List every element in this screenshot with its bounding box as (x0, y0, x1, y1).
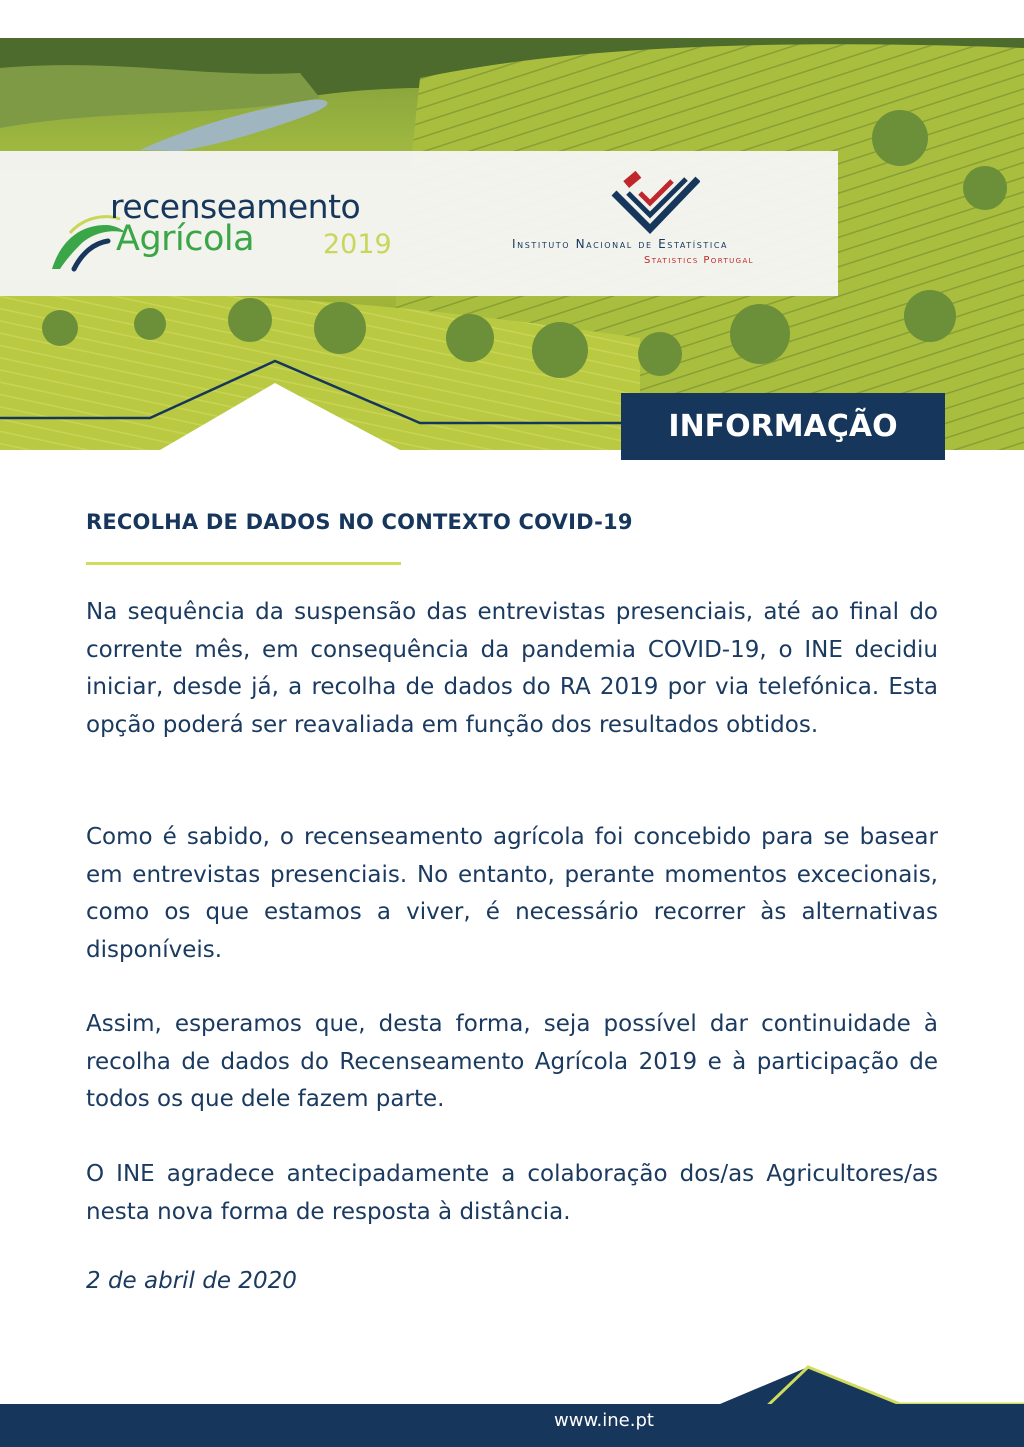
brand-line-2: Agrícola (116, 219, 255, 259)
publication-date: 2 de abril de 2020 (86, 1268, 297, 1294)
paragraph-3: Assim, esperamos que, desta forma, seja possível dar continuidade à recolha de dados do Recenseamento Agrícola 2019 e à participação de todos os que dele fazem parte. (86, 1011, 938, 1112)
paragraph-2: Como é sabido, o recenseamento agrícola foi concebido para se basear em entrevistas presenciais. No entanto, perante momentos excecionais, como os que estamos a viver, é necessário recorrer às alternativas disponíveis. (86, 824, 938, 963)
article-title: RECOLHA DE DADOS NO CONTEXTO COVID-19 (86, 510, 633, 534)
brand-year: 2019 (323, 229, 392, 260)
informacao-badge: INFORMAÇÃO (621, 393, 945, 460)
ine-logo-icon (610, 171, 700, 235)
header-banner (0, 38, 1024, 450)
logo-panel (0, 151, 838, 296)
brand-line-1: recenseamento (110, 187, 361, 226)
website-link[interactable]: www.ine.pt (554, 1410, 654, 1431)
ine-name: Instituto Nacional de Estatística (512, 237, 729, 251)
ine-subtitle: Statistics Portugal (644, 255, 754, 266)
title-underline (86, 562, 401, 565)
footer-bar (0, 1404, 1024, 1447)
paragraph-1: Na sequência da suspensão das entrevistas presenciais, até ao final do corrente mês, em consequência da pandemia COVID-19, o INE decidiu iniciar, desde já, a recolha de dados do RA 2019 por via telefónica. Esta opção poderá ser reavaliada em função dos resultados obtidos. (86, 599, 938, 738)
paragraph-4: O INE agradece antecipadamente a colaboração dos/as Agricultores/as nesta nova forma de resposta à distância. (86, 1161, 938, 1225)
